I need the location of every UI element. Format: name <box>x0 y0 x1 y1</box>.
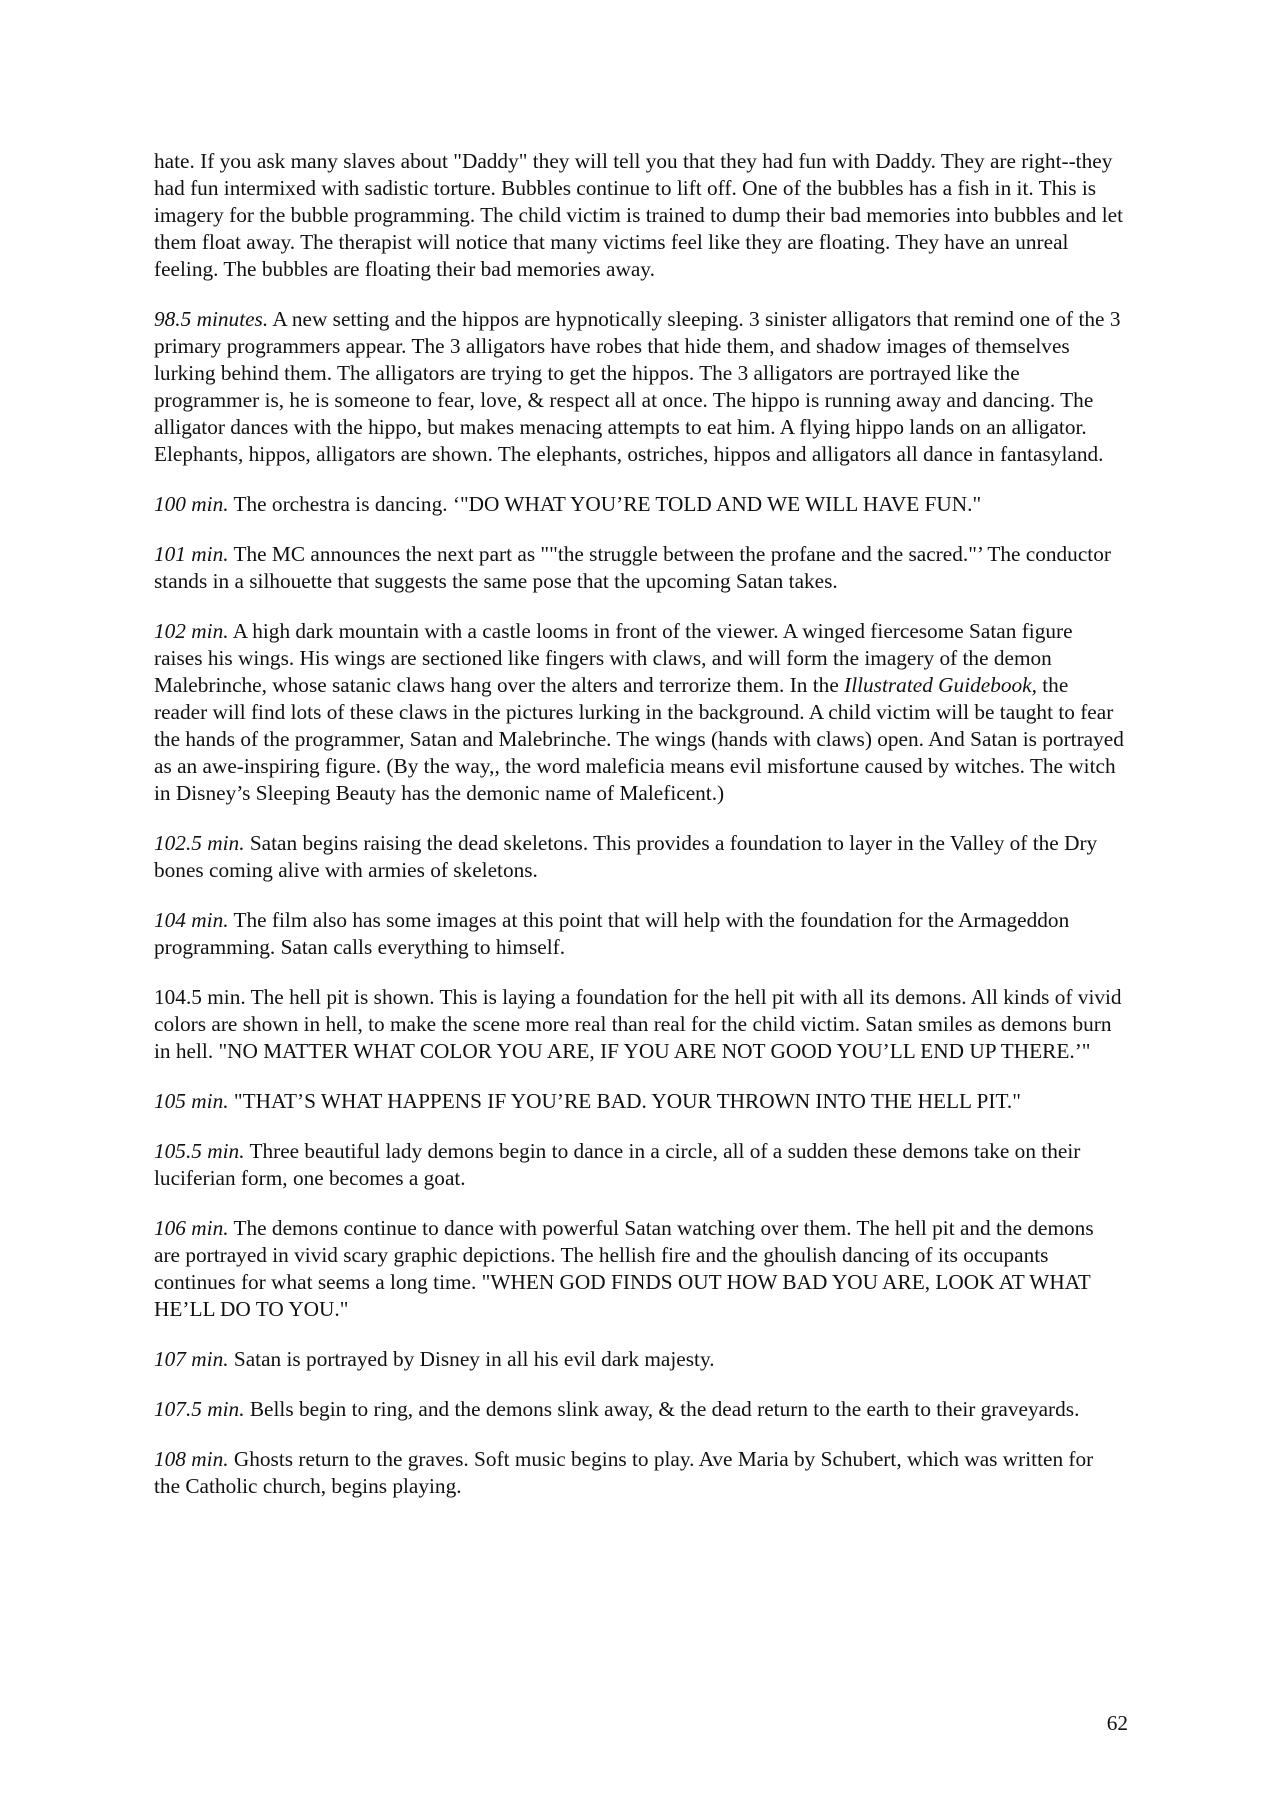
timestamp: 102.5 min. <box>154 831 245 855</box>
timestamp: 108 min. <box>154 1447 229 1471</box>
paragraph-text: Ghosts return to the graves. Soft music begins to play. Ave Maria by Schubert, which was written for the Catholic church, begins playing. <box>154 1447 1094 1498</box>
page-number: 62 <box>1106 1711 1128 1735</box>
paragraph-text: Three beautiful lady demons begin to dance in a circle, all of a sudden these demons take on their luciferian form, one becomes a goat. <box>154 1139 1081 1190</box>
paragraph-text: The orchestra is dancing. ‘"DO WHAT YOU’RE TOLD AND WE WILL HAVE FUN." <box>228 492 982 516</box>
paragraph-text: Bells begin to ring, and the demons slink away, & the dead return to the earth to their graveyards. <box>244 1397 1080 1421</box>
paragraph-13 <box>154 1396 1124 1423</box>
timestamp: 105.5 min. <box>154 1139 245 1163</box>
paragraph-7 <box>154 907 1124 961</box>
paragraph-1 <box>154 148 1124 283</box>
paragraph-4 <box>154 541 1124 595</box>
book-title: Illustrated Guidebook, <box>844 673 1037 697</box>
paragraph-text: A new setting and the hippos are hypnotically sleeping. 3 sinister alligators that remind one of the 3 primary programmers appear. The 3 alligators have robes that hide them, and shadow images of themselves lurking behind them. The alligators are trying to get the hippos. The 3 alligators are portrayed like the programmer is, he is someone to fear, love, & respect all at once. The hippo is running away and dancing. The alligator dances with the hippo, but makes menacing attempts to eat him. A flying hippo lands on an alligator. Elephants, hippos, alligators are shown. The elephants, ostriches, hippos and alligators all dance in fantasyland. <box>154 307 1121 466</box>
timestamp: 105 min. <box>154 1089 229 1113</box>
paragraph-14 <box>154 1446 1124 1500</box>
timestamp: 107 min. <box>154 1347 229 1371</box>
paragraph-2 <box>154 306 1124 468</box>
paragraph-10 <box>154 1138 1124 1192</box>
paragraph-6 <box>154 830 1124 884</box>
paragraph-text: Satan begins raising the dead skeletons. This provides a foundation to layer in the Valley of the Dry bones coming alive with armies of skeletons. <box>154 831 1098 882</box>
timestamp: 106 min. <box>154 1216 229 1240</box>
timestamp: 101 min. <box>154 542 229 566</box>
timestamp: 102 min. <box>154 619 229 643</box>
paragraph-5 <box>154 618 1124 807</box>
paragraph-8 <box>154 984 1124 1065</box>
paragraph-11 <box>154 1215 1124 1323</box>
paragraph-text: The MC announces the next part as ""the struggle between the profane and the sacred."’ The conductor stands in a silhouette that suggests the same pose that the upcoming Satan takes. <box>154 542 1111 593</box>
timestamp: 98.5 minutes. <box>154 307 269 331</box>
paragraph-text: A high dark mountain with a castle looms in front of the viewer. A winged fiercesome Satan figure raises his wings. His wings are sectioned like fingers with claws, and will form the imagery of the demon Malebrinche, whose satanic claws hang over the alters and terrorize them. In the <box>154 619 1073 697</box>
timestamp: 107.5 min. <box>154 1397 245 1421</box>
paragraph-text: hate. If you ask many slaves about "Daddy" they will tell you that they had fun with Daddy. They are right--they had fun intermixed with sadistic torture. Bubbles continue to lift off. One of the bubbles has a fish in it. This is imagery for the bubble programming. The child victim is trained to dump their bad memories into bubbles and let them float away. The therapist will notice that many victims feel like they are floating. They have an unreal feeling. The bubbles are floating their bad memories away. <box>154 149 1123 281</box>
paragraph-text: 104.5 min. The hell pit is shown. This is laying a foundation for the hell pit with all its demons. All kinds of vivid colors are shown in hell, to make the scene more real than real for the child victim. Satan smiles as demons burn in hell. "NO MATTER WHAT COLOR YOU ARE, IF YOU ARE NOT GOOD YOU’LL END UP THERE.’" <box>154 985 1122 1063</box>
paragraph-text: The film also has some images at this point that will help with the foundation for the Armageddon programming. Satan calls everything to himself. <box>154 908 1070 959</box>
paragraph-text: The demons continue to dance with powerful Satan watching over them. The hell pit and the demons are portrayed in vivid scary graphic depictions. The hellish fire and the ghoulish dancing of its occupants continues for what seems a long time. "WHEN GOD FINDS OUT HOW BAD YOU ARE, LOOK AT WHAT HE’LL DO TO YOU." <box>154 1216 1094 1321</box>
paragraph-text-after: the reader will find lots of these claws in the pictures lurking in the background. A child victim will be taught to fear the hands of the programmer, Satan and Malebrinche. The wings (hands with claws) open. And Satan is portrayed as an awe-inspiring figure. (By the way,, the word maleficia means evil misfortune caused by witches. The witch in Disney’s Sleeping Beauty has the demonic name of Maleficent.) <box>154 673 1124 805</box>
timestamp: 104 min. <box>154 908 229 932</box>
paragraph-text: Satan is portrayed by Disney in all his evil dark majesty. <box>228 1347 715 1371</box>
paragraph-text: "THAT’S WHAT HAPPENS IF YOU’RE BAD. YOUR THROWN INTO THE HELL PIT." <box>228 1089 1021 1113</box>
timestamp: 100 min. <box>154 492 229 516</box>
paragraph-9 <box>154 1088 1124 1115</box>
page-body <box>154 148 1124 1523</box>
paragraph-12 <box>154 1346 1124 1373</box>
paragraph-3 <box>154 491 1124 518</box>
